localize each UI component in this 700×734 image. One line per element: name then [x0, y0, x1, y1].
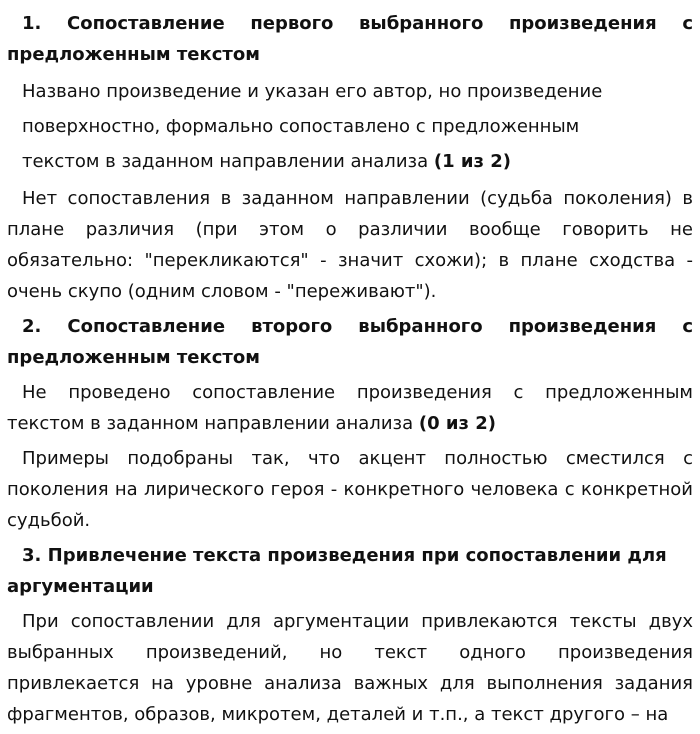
- section-3-assessment: При сопоставлении для аргументации привлекаются тексты двух выбранных произведений, но текст одного произведения привлекается на уровне анализа важных для выполнения задания фрагментов, образов, микротем, деталей и т.п., а текст другого – на: [7, 611, 693, 725]
- document-page: [7, 8, 693, 734]
- section-2-comment: Примеры подобраны так, что акцент полностью сместился с поколения на лирического героя - конкретного человека с конкретной судьбой.: [7, 448, 693, 531]
- section-2-heading: 2. Сопоставление второго выбранного произведения с предложенным текстом: [7, 316, 693, 368]
- section-1-assessment-line-1: Названо произведение и указан его автор, но произведение: [22, 81, 603, 102]
- section-1-assessment-line-2: поверхностно, формально сопоставлено с предложенным: [22, 116, 580, 137]
- section-1-comment: Нет сопоставления в заданном направлении (судьба поколения) в плане различия (при этом о различии вообще говорить не обязательно: "перекликаются" - значит схожи); в плане сходства - очень скупо (одним словом - "переживают").: [7, 188, 693, 302]
- section-1-assessment-line-3: текстом в заданном направлении анализа (1 из 2): [22, 151, 511, 172]
- section-1-score: (1 из 2): [433, 151, 511, 172]
- section-2-assessment: Не проведено сопоставление произведения с предложенным текстом в заданном направлении анализа (0 из 2): [7, 382, 693, 434]
- section-1-heading: 1. Сопоставление первого выбранного произведения с предложенным текстом: [7, 13, 693, 65]
- section-2-score: (0 из 2): [418, 413, 496, 434]
- section-3-heading: 3. Привлечение текста произведения при сопоставлении для аргументации: [7, 545, 667, 597]
